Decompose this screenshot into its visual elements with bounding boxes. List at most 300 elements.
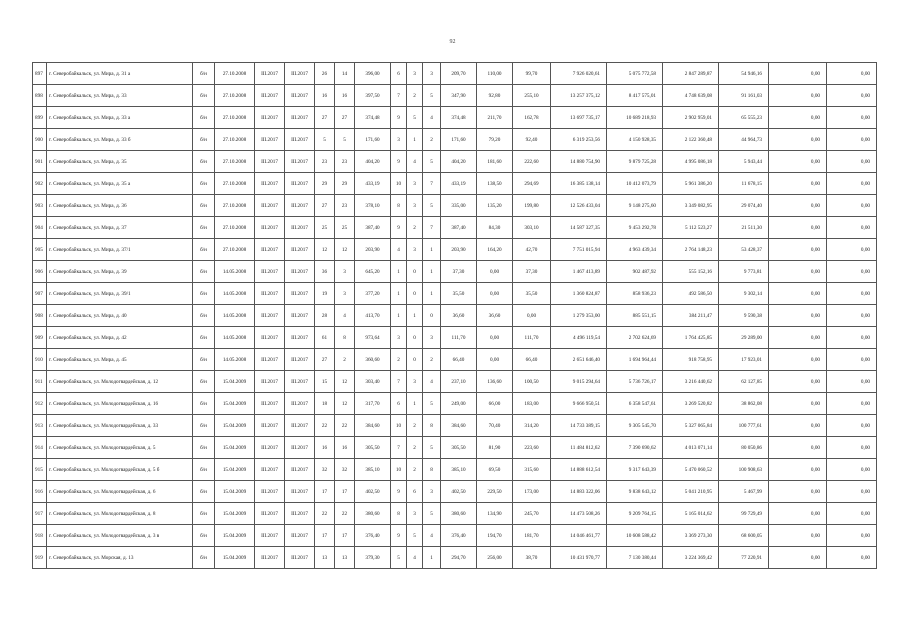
table-cell: 0,00: [769, 85, 827, 107]
table-cell: 5 470 060,52: [663, 459, 719, 481]
table-cell: 4 013 071,14: [663, 437, 719, 459]
table-cell: 29: [335, 173, 355, 195]
table-cell: 14: [335, 63, 355, 85]
table-cell: 66,40: [513, 349, 551, 371]
table-cell: 203,90: [441, 239, 477, 261]
table-cell: 2: [407, 217, 423, 239]
table-cell: 14 888 612,54: [551, 459, 607, 481]
table-cell: 5: [423, 393, 441, 415]
table-cell: 0,00: [827, 283, 877, 305]
table-cell: 1: [423, 261, 441, 283]
table-cell: 14.05.2008: [215, 349, 255, 371]
table-cell: 54 946,16: [719, 63, 769, 85]
table-cell: 9: [391, 217, 407, 239]
table-cell: 376,40: [355, 525, 391, 547]
table-cell: 18: [315, 393, 335, 415]
table-cell: 0,00: [769, 393, 827, 415]
table-cell: б/н: [193, 305, 215, 327]
table-cell: 9 879 725,28: [607, 151, 663, 173]
row-number-cell: 907: [33, 283, 47, 305]
row-number-cell: 910: [33, 349, 47, 371]
table-cell: 9 838 643,12: [607, 481, 663, 503]
table-cell: 4 150 928,35: [607, 129, 663, 151]
table-cell: 15.04.2009: [215, 415, 255, 437]
table-cell: III.2017: [255, 437, 285, 459]
table-cell: 13 697 735,17: [551, 107, 607, 129]
address-cell: г. Северобайкальск, ул. Мира, д. 37: [47, 217, 193, 239]
table-cell: 3: [407, 239, 423, 261]
table-cell: 0: [407, 327, 423, 349]
row-number-cell: 898: [33, 85, 47, 107]
table-cell: 12: [335, 393, 355, 415]
table-cell: 5 112 523,27: [663, 217, 719, 239]
table-cell: 0,00: [769, 327, 827, 349]
table-cell: 8 417 575,01: [607, 85, 663, 107]
address-cell: г. Северобайкальск, ул. Мира, д. 36: [47, 195, 193, 217]
table-cell: 7: [391, 85, 407, 107]
table-cell: 199,80: [513, 195, 551, 217]
table-cell: 15.04.2009: [215, 503, 255, 525]
table-cell: 5 075 772,58: [607, 63, 663, 85]
table-cell: 92,40: [513, 129, 551, 151]
address-cell: г. Северобайкальск, ул. Молодогвардейская, д. 16: [47, 393, 193, 415]
table-cell: 37,30: [513, 261, 551, 283]
table-cell: 66,00: [477, 393, 513, 415]
table-cell: III.2017: [255, 503, 285, 525]
table-cell: 2 122 360,48: [663, 129, 719, 151]
row-number-cell: 913: [33, 415, 47, 437]
table-cell: 1 360 824,87: [551, 283, 607, 305]
table-cell: 7 926 020,61: [551, 63, 607, 85]
table-cell: 0,00: [827, 305, 877, 327]
table-cell: 14 883 322,06: [551, 481, 607, 503]
table-cell: 317,70: [355, 393, 391, 415]
table-cell: 3: [391, 327, 407, 349]
table-cell: 162,78: [513, 107, 551, 129]
table-cell: III.2017: [285, 283, 315, 305]
table-cell: 2: [423, 349, 441, 371]
table-cell: 14.05.2008: [215, 261, 255, 283]
table-cell: III.2017: [285, 107, 315, 129]
table-cell: 0,00: [827, 503, 877, 525]
table-cell: 0,00: [769, 305, 827, 327]
table-cell: 0,00: [769, 283, 827, 305]
table-cell: 0,00: [827, 393, 877, 415]
table-cell: 70,40: [477, 415, 513, 437]
table-cell: 4: [423, 107, 441, 129]
address-cell: г. Северобайкальск, ул. Мира, д. 35: [47, 151, 193, 173]
table-cell: 9 590,38: [719, 305, 769, 327]
table-cell: 0,00: [827, 129, 877, 151]
table-cell: 1 764 425,85: [663, 327, 719, 349]
table-cell: 858 936,23: [607, 283, 663, 305]
table-cell: 902 487,92: [607, 261, 663, 283]
table-cell: 16: [335, 437, 355, 459]
table-cell: 303,10: [513, 217, 551, 239]
table-cell: 36,60: [477, 305, 513, 327]
table-cell: 134,90: [477, 503, 513, 525]
table-row: [33, 393, 877, 415]
table-row: [33, 371, 877, 393]
table-cell: 0,00: [769, 547, 827, 569]
table-cell: 110,00: [477, 63, 513, 85]
table-cell: 17: [315, 481, 335, 503]
table-cell: 171,60: [355, 129, 391, 151]
table-cell: 181,70: [513, 525, 551, 547]
table-cell: 27: [335, 107, 355, 129]
table-cell: 3: [407, 503, 423, 525]
address-cell: г. Северобайкальск, ул. Молодогвардейская, д. 3 в: [47, 525, 193, 547]
table-cell: 385,10: [355, 459, 391, 481]
table-cell: 29 074,40: [719, 195, 769, 217]
table-cell: 183,00: [513, 393, 551, 415]
table-cell: 15.04.2009: [215, 437, 255, 459]
table-row: [33, 129, 877, 151]
table-cell: 15.04.2009: [215, 525, 255, 547]
table-cell: б/н: [193, 85, 215, 107]
table-cell: 374,48: [355, 107, 391, 129]
table-row: [33, 415, 877, 437]
table-cell: 12: [315, 239, 335, 261]
row-number-cell: 906: [33, 261, 47, 283]
table-cell: III.2017: [285, 525, 315, 547]
table-cell: 38 862,08: [719, 393, 769, 415]
table-cell: 9 773,81: [719, 261, 769, 283]
table-cell: 6: [391, 393, 407, 415]
row-number-cell: 902: [33, 173, 47, 195]
table-cell: 0,00: [769, 129, 827, 151]
table-cell: б/н: [193, 525, 215, 547]
table-cell: 377,20: [355, 283, 391, 305]
table-cell: 2 902 959,01: [663, 107, 719, 129]
table-cell: 6: [407, 481, 423, 503]
table-cell: 13: [335, 547, 355, 569]
table-cell: 0: [407, 283, 423, 305]
table-cell: 5 327 065,84: [663, 415, 719, 437]
row-number-cell: 912: [33, 393, 47, 415]
table-cell: б/н: [193, 349, 215, 371]
table-cell: 61: [315, 327, 335, 349]
table-cell: 27.10.2008: [215, 151, 255, 173]
table-cell: 3: [335, 283, 355, 305]
table-cell: б/н: [193, 261, 215, 283]
table-cell: 0,00: [827, 239, 877, 261]
table-cell: 7 130 380,44: [607, 547, 663, 569]
table-cell: 379,30: [355, 547, 391, 569]
table-row: [33, 217, 877, 239]
table-cell: III.2017: [255, 129, 285, 151]
table-cell: 5: [423, 195, 441, 217]
table-cell: 380,60: [441, 503, 477, 525]
table-row: [33, 173, 877, 195]
table-cell: 245,70: [513, 503, 551, 525]
table-cell: 15.04.2009: [215, 481, 255, 503]
table-cell: III.2017: [255, 195, 285, 217]
table-cell: 17: [315, 525, 335, 547]
table-cell: III.2017: [255, 327, 285, 349]
table-row: [33, 327, 877, 349]
table-cell: 9 148 275,60: [607, 195, 663, 217]
table-cell: 2: [391, 349, 407, 371]
table-cell: III.2017: [285, 239, 315, 261]
table-cell: 315,60: [513, 459, 551, 481]
table-cell: 7 751 015,94: [551, 239, 607, 261]
address-cell: г. Северобайкальск, ул. Мира, д. 37/1: [47, 239, 193, 261]
address-cell: г. Северобайкальск, ул. Молодогвардейская, д. 6: [47, 481, 193, 503]
table-cell: 1: [391, 283, 407, 305]
table-cell: 0,00: [827, 349, 877, 371]
table-cell: 5 736 726,17: [607, 371, 663, 393]
table-cell: 0,00: [827, 327, 877, 349]
table-cell: 0,00: [477, 261, 513, 283]
table-cell: 0,00: [769, 173, 827, 195]
table-cell: 14 587 327,35: [551, 217, 607, 239]
table-cell: б/н: [193, 371, 215, 393]
table-cell: б/н: [193, 173, 215, 195]
table-cell: 256,00: [477, 547, 513, 569]
table-cell: 138,50: [477, 173, 513, 195]
table-cell: 5: [407, 525, 423, 547]
table-cell: 555 152,16: [663, 261, 719, 283]
table-cell: 4 995 086,18: [663, 151, 719, 173]
row-number-cell: 916: [33, 481, 47, 503]
table-cell: 0,00: [827, 459, 877, 481]
table-cell: 91 161,03: [719, 85, 769, 107]
table-cell: 9 453 292,78: [607, 217, 663, 239]
table-row: [33, 283, 877, 305]
table-cell: 22: [315, 503, 335, 525]
table-cell: 237,10: [441, 371, 477, 393]
table-cell: б/н: [193, 239, 215, 261]
table-cell: III.2017: [255, 217, 285, 239]
table-cell: 5: [423, 151, 441, 173]
table-cell: 25: [335, 217, 355, 239]
table-cell: б/н: [193, 327, 215, 349]
address-cell: г. Северобайкальск, ул. Молодогвардейская, д. 8: [47, 503, 193, 525]
table-cell: 380,60: [355, 503, 391, 525]
table-cell: б/н: [193, 503, 215, 525]
table-cell: 0,00: [769, 239, 827, 261]
table-cell: 16: [315, 437, 335, 459]
table-cell: 413,70: [355, 305, 391, 327]
table-cell: 0,00: [477, 349, 513, 371]
table-cell: 3 369 273,30: [663, 525, 719, 547]
table-cell: 2: [423, 129, 441, 151]
table-cell: 0,00: [769, 63, 827, 85]
table-cell: б/н: [193, 393, 215, 415]
table-cell: 0,00: [769, 503, 827, 525]
table-cell: 0,00: [827, 195, 877, 217]
table-cell: 8: [423, 415, 441, 437]
table-cell: 2: [407, 437, 423, 459]
table-cell: 0: [407, 261, 423, 283]
table-cell: III.2017: [285, 85, 315, 107]
table-cell: 0: [423, 305, 441, 327]
table-cell: б/н: [193, 129, 215, 151]
address-cell: г. Северобайкальск, ул. Морская, д. 13: [47, 547, 193, 569]
table-cell: 111,70: [513, 327, 551, 349]
table-cell: 2: [407, 415, 423, 437]
address-cell: г. Северобайкальск, ул. Мира, д. 45: [47, 349, 193, 371]
table-cell: 335,00: [441, 195, 477, 217]
table-cell: 249,00: [441, 393, 477, 415]
row-number-cell: 919: [33, 547, 47, 569]
table-cell: 8: [391, 503, 407, 525]
table-cell: 0,00: [477, 283, 513, 305]
table-cell: 1: [423, 239, 441, 261]
table-cell: 9: [391, 525, 407, 547]
table-cell: 973,64: [355, 327, 391, 349]
table-cell: 171,60: [441, 129, 477, 151]
table-cell: III.2017: [285, 393, 315, 415]
table-cell: 0,00: [769, 107, 827, 129]
resettlement-table: [32, 62, 877, 569]
table-cell: 12: [335, 239, 355, 261]
table-cell: 1: [407, 305, 423, 327]
table-cell: 3: [423, 327, 441, 349]
table-cell: 2 651 646,40: [551, 349, 607, 371]
table-cell: 194,70: [477, 525, 513, 547]
table-cell: III.2017: [255, 63, 285, 85]
table-cell: 3: [335, 261, 355, 283]
table-cell: 27.10.2008: [215, 85, 255, 107]
table-row: [33, 459, 877, 481]
table-cell: 23: [315, 151, 335, 173]
table-cell: 2: [407, 85, 423, 107]
table-cell: III.2017: [285, 151, 315, 173]
table-cell: б/н: [193, 63, 215, 85]
table-cell: 1: [423, 283, 441, 305]
table-cell: III.2017: [285, 129, 315, 151]
table-cell: 8: [391, 195, 407, 217]
table-cell: 885 551,15: [607, 305, 663, 327]
table-cell: 1: [423, 547, 441, 569]
table-body: [33, 63, 877, 569]
table-cell: б/н: [193, 481, 215, 503]
table-cell: 314,20: [513, 415, 551, 437]
table-cell: 360,60: [355, 349, 391, 371]
row-number-cell: 909: [33, 327, 47, 349]
address-cell: г. Северобайкальск, ул. Молодогвардейская, д. 12: [47, 371, 193, 393]
table-cell: 14.05.2008: [215, 305, 255, 327]
table-cell: 65 555,23: [719, 107, 769, 129]
row-number-cell: 904: [33, 217, 47, 239]
table-cell: б/н: [193, 459, 215, 481]
table-cell: 0,00: [827, 481, 877, 503]
row-number-cell: 899: [33, 107, 47, 129]
table-cell: 100 777,61: [719, 415, 769, 437]
table-cell: III.2017: [255, 525, 285, 547]
table-cell: III.2017: [255, 349, 285, 371]
table-cell: 229,50: [477, 481, 513, 503]
table-cell: 0,00: [477, 327, 513, 349]
row-number-cell: 915: [33, 459, 47, 481]
address-cell: г. Северобайкальск, ул. Молодогвардейская, д. 33: [47, 415, 193, 437]
table-cell: 376,40: [441, 525, 477, 547]
table-cell: 303,40: [355, 371, 391, 393]
table-cell: 0,00: [827, 217, 877, 239]
table-cell: 404,20: [355, 151, 391, 173]
table-cell: III.2017: [255, 283, 285, 305]
table-cell: 402,50: [441, 481, 477, 503]
table-cell: б/н: [193, 547, 215, 569]
table-cell: б/н: [193, 107, 215, 129]
table-cell: 11 678,15: [719, 173, 769, 195]
table-cell: 3 349 082,95: [663, 195, 719, 217]
table-cell: III.2017: [285, 173, 315, 195]
table-cell: 10 412 073,79: [607, 173, 663, 195]
table-cell: 2 702 624,69: [607, 327, 663, 349]
table-cell: 99,70: [513, 63, 551, 85]
table-cell: III.2017: [285, 327, 315, 349]
table-row: [33, 151, 877, 173]
table-cell: 42,70: [513, 239, 551, 261]
address-cell: г. Северобайкальск, ул. Мира, д. 39/1: [47, 283, 193, 305]
table-cell: 32: [315, 459, 335, 481]
table-cell: 5: [335, 129, 355, 151]
table-cell: 0: [407, 349, 423, 371]
table-cell: 347,90: [441, 85, 477, 107]
table-cell: 14 880 754,90: [551, 151, 607, 173]
table-cell: 92,80: [477, 85, 513, 107]
table-cell: 645,20: [355, 261, 391, 283]
table-cell: 0,00: [827, 63, 877, 85]
table-cell: 53 428,37: [719, 239, 769, 261]
table-cell: III.2017: [285, 63, 315, 85]
table-cell: 22: [335, 503, 355, 525]
table-cell: 3 216 440,62: [663, 371, 719, 393]
table-cell: 5 467,99: [719, 481, 769, 503]
table-cell: III.2017: [285, 481, 315, 503]
table-cell: 99 729,49: [719, 503, 769, 525]
table-cell: 68 600,05: [719, 525, 769, 547]
table-cell: 2: [335, 349, 355, 371]
table-cell: 36: [315, 261, 335, 283]
table-cell: 27.10.2008: [215, 107, 255, 129]
table-cell: 9: [391, 151, 407, 173]
table-cell: б/н: [193, 195, 215, 217]
address-cell: г. Северобайкальск, ул. Мира, д. 31 а: [47, 63, 193, 85]
table-cell: 9 209 764,15: [607, 503, 663, 525]
table-cell: 3: [407, 63, 423, 85]
table-cell: 384,60: [355, 415, 391, 437]
table-cell: 84,30: [477, 217, 513, 239]
table-cell: 387,40: [441, 217, 477, 239]
table-row: [33, 85, 877, 107]
table-cell: III.2017: [285, 195, 315, 217]
table-cell: 38,70: [513, 547, 551, 569]
table-cell: 5: [391, 547, 407, 569]
table-cell: 1: [391, 305, 407, 327]
table-cell: 22: [335, 415, 355, 437]
table-cell: III.2017: [285, 217, 315, 239]
table-cell: 10: [391, 459, 407, 481]
table-cell: 7: [391, 371, 407, 393]
table-cell: 4 748 639,08: [663, 85, 719, 107]
table-cell: 4 963 439,34: [607, 239, 663, 261]
table-cell: 0,00: [769, 415, 827, 437]
table-cell: 27: [315, 195, 335, 217]
row-number-cell: 911: [33, 371, 47, 393]
row-number-cell: 900: [33, 129, 47, 151]
table-cell: III.2017: [255, 107, 285, 129]
table-cell: 5: [423, 85, 441, 107]
table-cell: 5: [423, 437, 441, 459]
table-cell: 10: [391, 173, 407, 195]
table-row: [33, 195, 877, 217]
table-cell: 387,40: [355, 217, 391, 239]
table-cell: 378,10: [355, 195, 391, 217]
